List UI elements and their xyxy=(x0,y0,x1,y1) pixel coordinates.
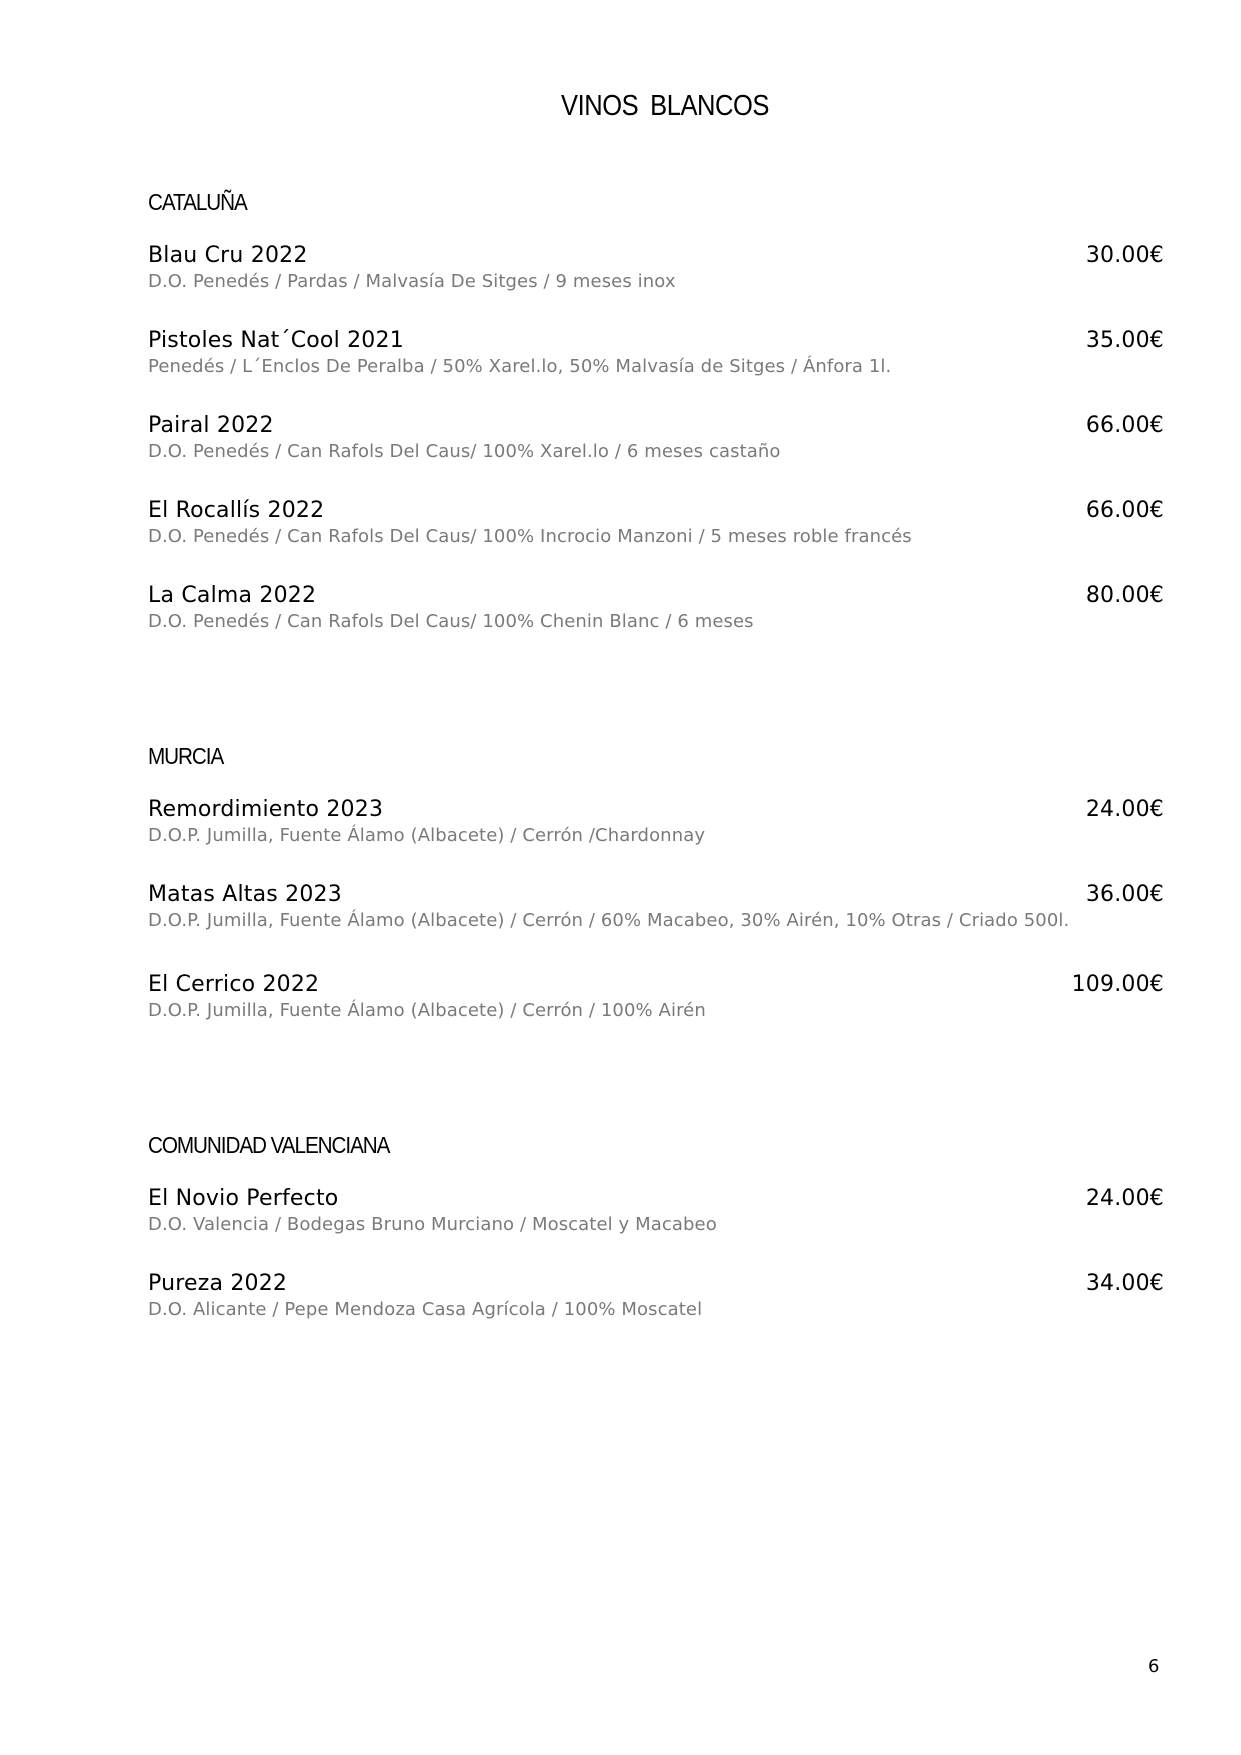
wine-name: Pistoles Nat´Cool 2021 xyxy=(148,328,404,353)
wine-item xyxy=(148,1184,1164,1269)
page-title: VINOS BLANCOS xyxy=(560,90,770,122)
wine-name: La Calma 2022 xyxy=(148,583,317,608)
wine-name: Matas Altas 2023 xyxy=(148,882,342,907)
wine-price: 36.00€ xyxy=(1085,882,1164,907)
wine-name: Remordimiento 2023 xyxy=(148,797,384,822)
section-comunidad-valenciana xyxy=(148,1130,1164,1354)
wine-price: 24.00€ xyxy=(1085,1186,1164,1211)
wine-price: 66.00€ xyxy=(1085,413,1164,438)
wine-price: 80.00€ xyxy=(1085,583,1164,608)
section-title: MURCIA xyxy=(148,743,224,769)
wine-description: D.O. Penedés / Can Rafols Del Caus/ 100% Xarel.lo / 6 meses castaño xyxy=(148,441,781,462)
wine-description: D.O. Penedés / Pardas / Malvasía De Sitges / 9 meses inox xyxy=(148,271,676,292)
wine-description: Penedés / L´Enclos De Peralba / 50% Xarel.lo, 50% Malvasía de Sitges / Ánfora 1l. xyxy=(148,356,892,377)
wine-item xyxy=(148,496,1164,581)
wine-item xyxy=(148,970,1164,1055)
section-cataluna xyxy=(148,187,1164,666)
wine-description: D.O. Penedés / Can Rafols Del Caus/ 100% Incrocio Manzoni / 5 meses roble francés xyxy=(148,526,912,547)
wine-item xyxy=(148,795,1164,880)
wine-description: D.O.P. Jumilla, Fuente Álamo (Albacete) / Cerrón / 60% Macabeo, 30% Airén, 10% Otras / Criado 500l. xyxy=(148,910,1070,931)
wine-price: 34.00€ xyxy=(1085,1271,1164,1296)
wine-name: Pureza 2022 xyxy=(148,1271,288,1296)
wine-price: 66.00€ xyxy=(1085,498,1164,523)
section-title: CATALUÑA xyxy=(148,189,247,215)
wine-price: 24.00€ xyxy=(1085,797,1164,822)
wine-price: 109.00€ xyxy=(1071,972,1164,997)
page-number: 6 xyxy=(1148,1656,1160,1677)
wine-price: 30.00€ xyxy=(1085,243,1164,268)
wine-description: D.O.P. Jumilla, Fuente Álamo (Albacete) / Cerrón /Chardonnay xyxy=(148,825,706,846)
wine-description: D.O. Alicante / Pepe Mendoza Casa Agrícola / 100% Moscatel xyxy=(148,1299,703,1320)
wine-item xyxy=(148,1269,1164,1354)
wine-description: D.O. Penedés / Can Rafols Del Caus/ 100% Chenin Blanc / 6 meses xyxy=(148,611,754,632)
wine-description: D.O.P. Jumilla, Fuente Álamo (Albacete) / Cerrón / 100% Airén xyxy=(148,1000,706,1021)
wine-name: El Cerrico 2022 xyxy=(148,972,320,997)
wine-item xyxy=(148,241,1164,326)
wine-name: El Novio Perfecto xyxy=(148,1186,339,1211)
wine-item xyxy=(148,411,1164,496)
wine-item xyxy=(148,326,1164,411)
section-murcia xyxy=(148,741,1164,1055)
wine-item xyxy=(148,880,1164,970)
wine-item xyxy=(148,581,1164,666)
wine-name: El Rocallís 2022 xyxy=(148,498,325,523)
wine-description: D.O. Valencia / Bodegas Bruno Murciano / Moscatel y Macabeo xyxy=(148,1214,717,1235)
wine-name: Blau Cru 2022 xyxy=(148,243,308,268)
wine-price: 35.00€ xyxy=(1085,328,1164,353)
wine-name: Pairal 2022 xyxy=(148,413,274,438)
section-title: COMUNIDAD VALENCIANA xyxy=(148,1132,390,1158)
